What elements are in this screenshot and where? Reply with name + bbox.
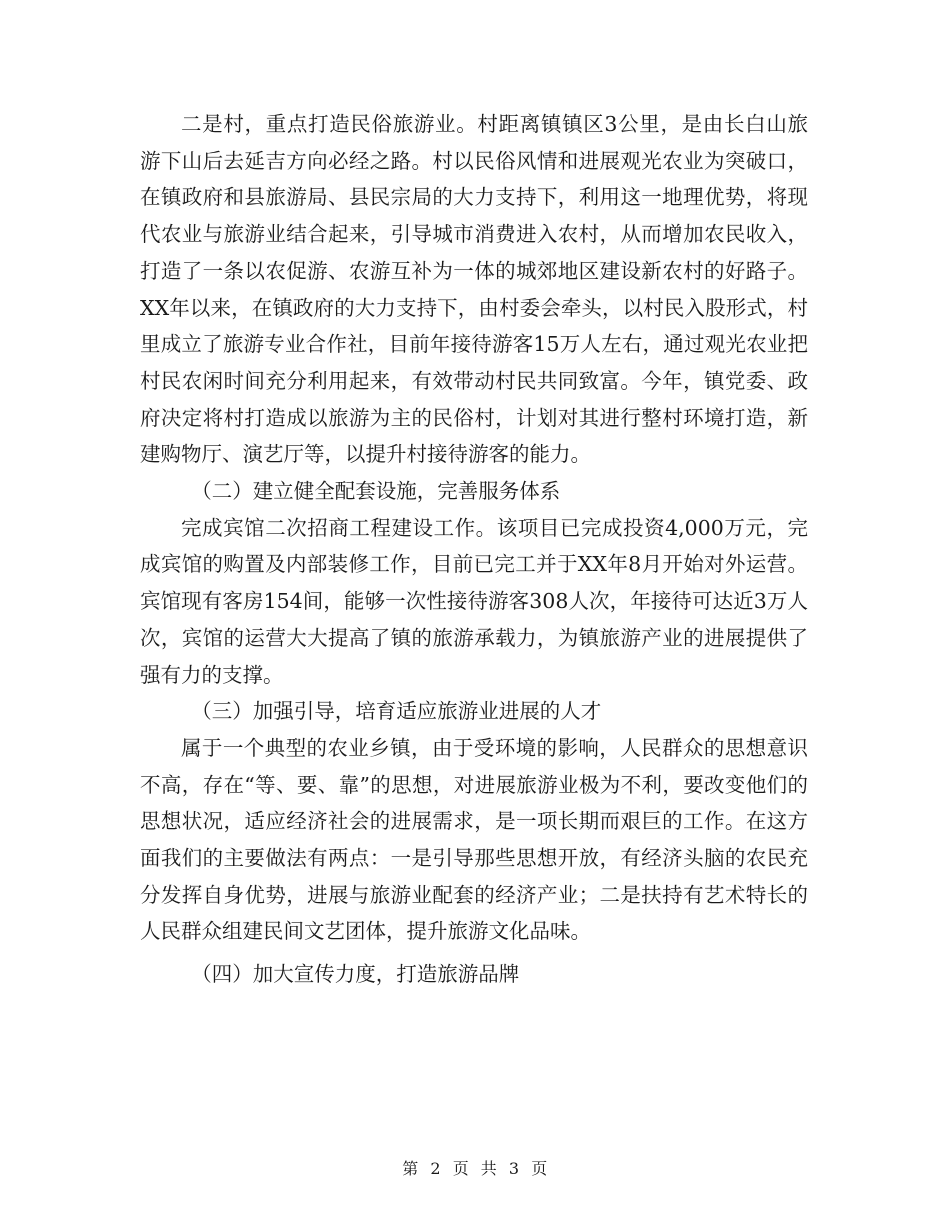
document-body xyxy=(140,106,808,993)
paragraph-talent-cultivation: 属于一个典型的农业乡镇，由于受环境的影响，人民群众的思想意识不高，存在“等、要、靠”的思想，对进展旅游业极为不利，要改变他们的思想状况，适应经济社会的进展需求，是一项长期而艰巨的工作。在这方面我们的主要做法有两点：一是引导那些思想开放，有经济头脑的农民充分发挥自身优势，进展与旅游业配套的经济产业；二是扶持有艺术特长的人民群众组建民间文艺团体，提升旅游文化品味。 xyxy=(140,735,808,944)
paragraph-hotel-project: 完成宾馆二次招商工程建设工作。该项目已完成投资4,000万元，完成宾馆的购置及内部装修工作，目前已完工并于XX年8月开始对外运营。宾馆现有客房154间，能够一次性接待游客308人次，年接待可达近3万人次，宾馆的运营大大提高了镇的旅游承载力，为镇旅游产业的进展提供了强有力的支撑。 xyxy=(140,515,808,687)
paragraph-village-tourism: 二是村，重点打造民俗旅游业。村距离镇镇区3公里，是由长白山旅游下山后去延吉方向必经之路。村以民俗风情和进展观光农业为突破口，在镇政府和县旅游局、县民宗局的大力支持下，利用这一地理优势，将现代农业与旅游业结合起来，引导城市消费进入农村，从而增加农民收入，打造了一条以农促游、农游互补为一体的城郊地区建设新农村的好路子。XX年以来，在镇政府的大力支持下，由村委会牵头，以村民入股形式，村里成立了旅游专业合作社，目前年接待游客15万人左右，通过观光农业把村民农闲时间充分利用起来，有效带动村民共同致富。今年，镇党委、政府决定将村打造成以旅游为主的民俗村，计划对其进行整村环境打造，新建购物厅、演艺厅等，以提升村接待游客的能力。 xyxy=(140,112,808,467)
section-heading-talent: （三）加强引导，培育适应旅游业进展的人才 xyxy=(191,699,602,724)
footer-current-page: 2 xyxy=(430,1159,442,1178)
page-footer xyxy=(0,1156,950,1179)
section-heading-publicity: （四）加大宣传力度，打造旅游品牌 xyxy=(191,962,520,987)
footer-label-gong: 共 xyxy=(480,1159,498,1178)
footer-total-pages: 3 xyxy=(508,1159,520,1178)
footer-label-di: 第 xyxy=(402,1159,419,1178)
footer-label-ye: 页 xyxy=(452,1159,470,1178)
section-heading-facilities: （二）建立健全配套设施，完善服务体系 xyxy=(191,479,561,504)
footer-label-ye2: 页 xyxy=(531,1159,548,1178)
